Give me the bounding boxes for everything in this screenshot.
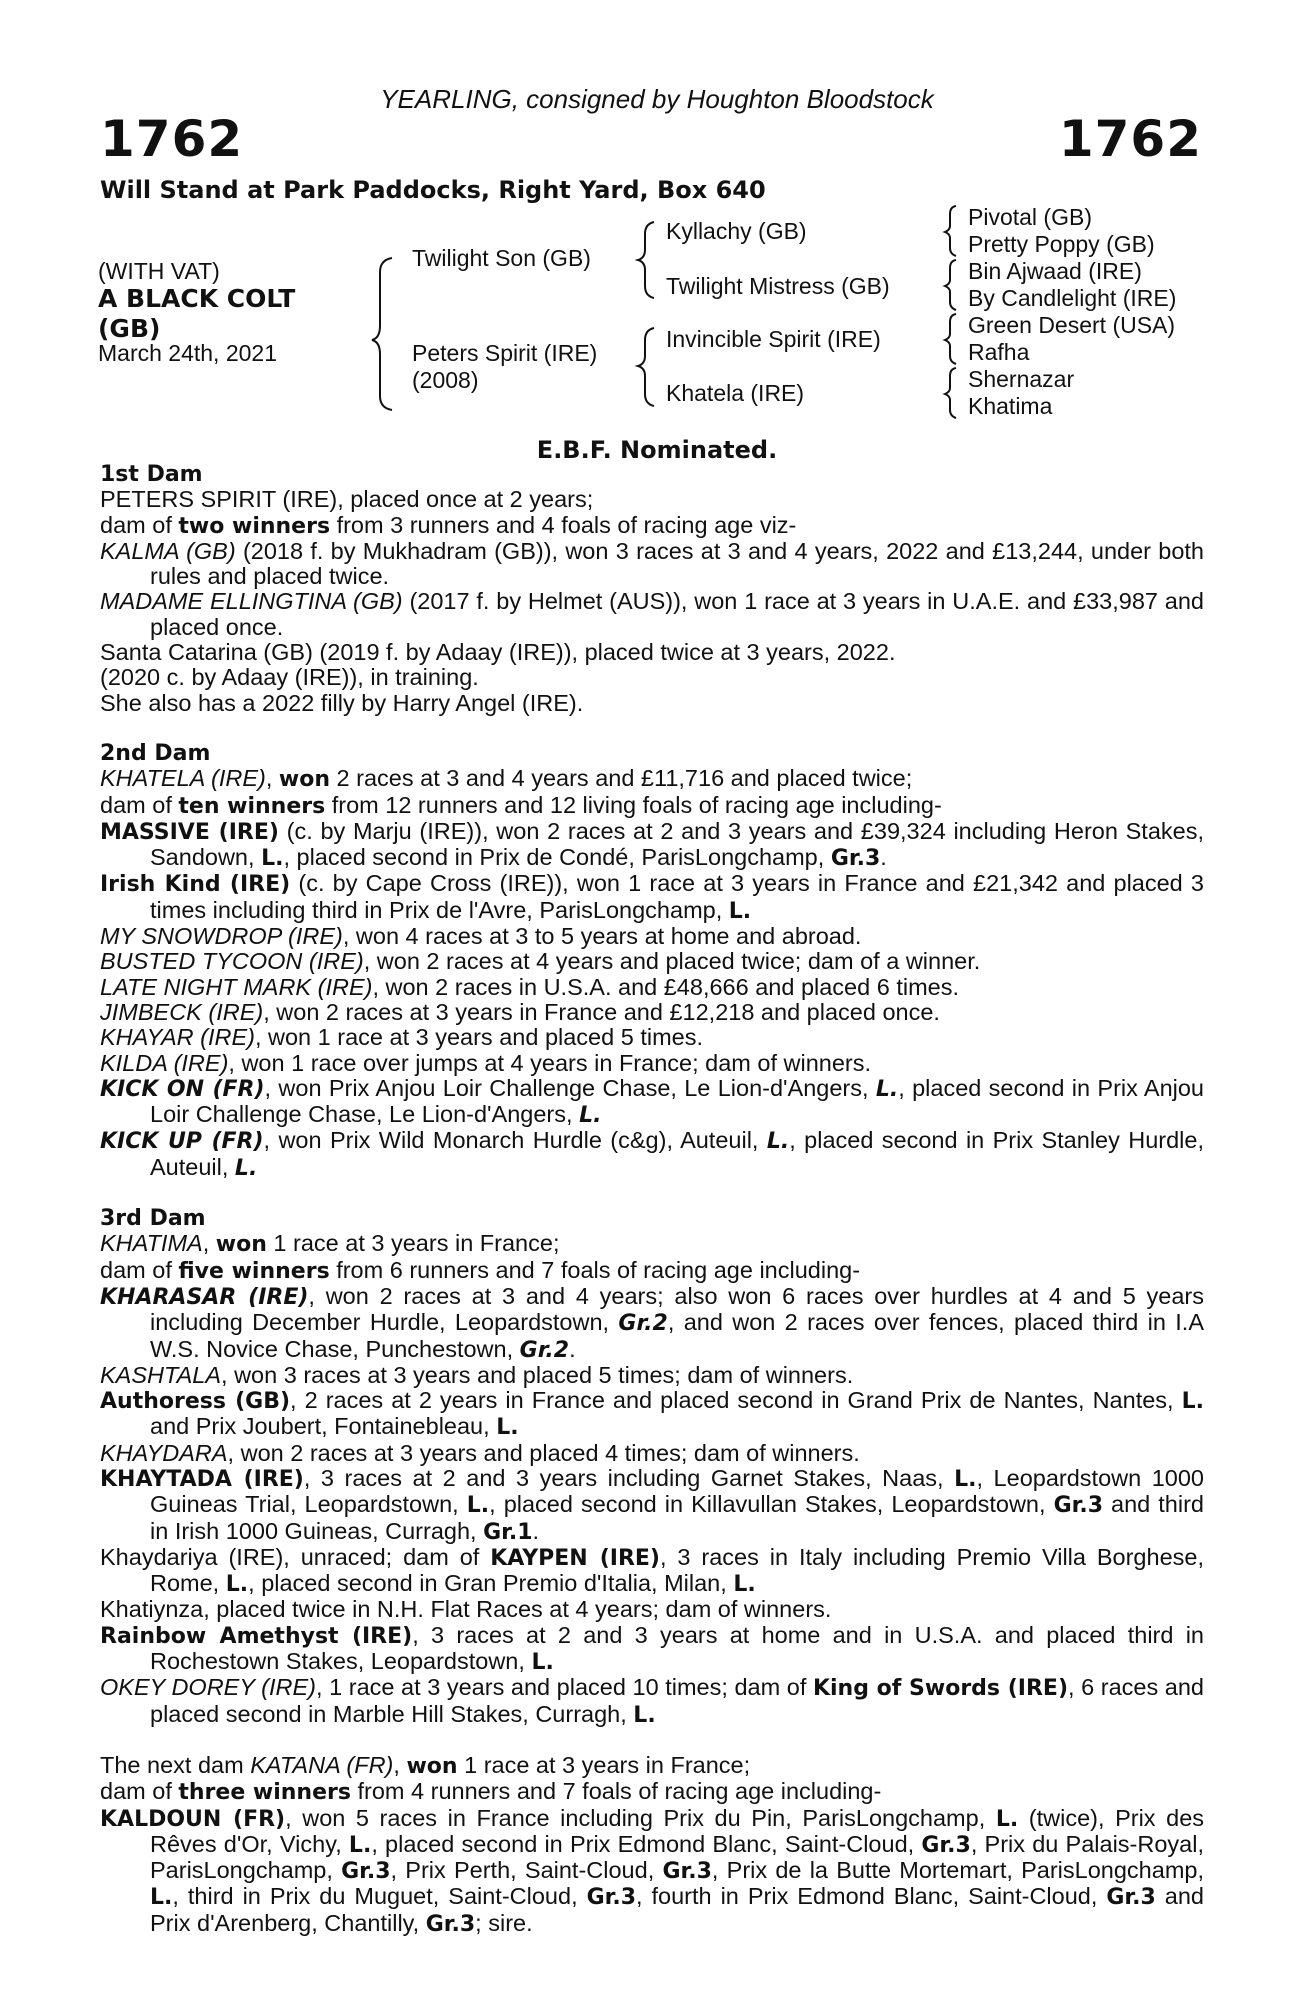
horse-name: A BLACK COLT (GB) (98, 284, 296, 343)
produce-kalma: KALMA (GB) (2018 f. by Mukhadram (GB)), won 3 races at 3 and 4 years, 2022 and £13,244, under both rules and placed twice. (100, 537, 1204, 590)
produce-late-night-mark: LATE NIGHT MARK (IRE), won 2 races in U.S.A. and £48,666 and placed 6 times. (100, 973, 960, 1000)
pedigree-sss: Pivotal (GB) (968, 204, 1092, 230)
produce-kharasar: KHARASAR (IRE), won 2 races at 3 and 4 years; also won 6 races over hurdles at 4 and 5 years including December Hurdle, Leopardstown, Gr.2, and won 2 races over fences, placed third in I.A W.S. Novice Chase, Punchestown, Gr.2. (100, 1282, 1204, 1363)
consignor-line: YEARLING, consigned by Houghton Bloodstock (380, 84, 934, 114)
produce-okey-dorey: OKEY DOREY (IRE), 1 race at 3 years and placed 10 times; dam of King of Swords (IRE), 6 races and placed second in Marble Hill Stakes, Curragh, L. (100, 1674, 1204, 1728)
third-dam-produce-summary: dam of five winners from 6 runners and 7 foals of racing age including- (100, 1256, 861, 1284)
pedigree-sds: Bin Ajwaad (IRE) (968, 258, 1142, 284)
produce-khaydara: KHAYDARA, won 2 races at 3 years and placed 4 times; dam of winners. (100, 1439, 860, 1466)
produce-rainbow-amethyst: Rainbow Amethyst (IRE), 3 races at 2 and 3 years at home and in U.S.A. and placed third in Rochestown Stakes, Leopardstown, L. (100, 1621, 1204, 1676)
lot-number-left: 1762 (100, 110, 244, 168)
fourth-dam-produce-summary: dam of three winners from 4 runners and 7 foals of racing age including- (100, 1778, 882, 1806)
third-dam-heading: 3rd Dam (100, 1206, 206, 1232)
produce-massive: MASSIVE (IRE) (c. by Marju (IRE)), won 2 races at 2 and 3 years and £39,324 including Heron Stakes, Sandown, L., placed second in Prix de Condé, ParisLongchamp, Gr.3. (100, 817, 1204, 872)
first-dam-heading: 1st Dam (100, 462, 203, 487)
pedigree-sdd: By Candlelight (IRE) (968, 285, 1177, 311)
produce-kick-on: KICK ON (FR), won Prix Anjou Loir Challenge Chase, Le Lion-d'Angers, L., placed second in Prix Anjou Loir Challenge Chase, Le Lion-d'Angers, L. (100, 1074, 1205, 1129)
page-body (100, 462, 1204, 1937)
produce-kick-up: KICK UP (FR), won Prix Wild Monarch Hurdle (c&g), Auteuil, L., placed second in Prix Stanley Hurdle, Auteuil, L. (100, 1127, 1205, 1181)
produce-khayar: KHAYAR (IRE), won 1 race at 3 years and placed 5 times. (100, 1024, 704, 1051)
ebf-nomination: E.B.F. Nominated. (536, 436, 778, 464)
pedigree-dss: Green Desert (USA) (968, 312, 1176, 338)
produce-kashtala: KASHTALA, won 3 races at 3 years and placed 5 times; dam of winners. (100, 1361, 854, 1388)
vat-note: (WITH VAT) (98, 258, 220, 284)
pedigree-dds: Shernazar (968, 366, 1075, 392)
third-dam-text: KHATIMA, won 1 race at 3 years in France; (100, 1230, 560, 1258)
fourth-dam-text: The next dam KATANA (FR), won 1 race at 3 years in France; (100, 1751, 751, 1779)
produce-2022-filly: She also has a 2022 filly by Harry Angel (IRE). (100, 689, 584, 716)
second-dam-heading: 2nd Dam (100, 740, 211, 766)
produce-khaydariya: Khaydariya (IRE), unraced; dam of KAYPEN (IRE), 3 races in Italy including Premio Villa Borghese, Rome, L., placed second in Gran Premio d'Italia, Milan, L. (100, 1543, 1204, 1598)
produce-madame-ellingtina: MADAME ELLINGTINA (GB) (2017 f. by Helmet (AUS)), won 1 race at 3 years in U.A.E. and £33,987 and placed once. (100, 588, 1205, 640)
pedigree-ddd: Khatima (968, 393, 1053, 419)
pedigree-sire-dam: Twilight Mistress (GB) (666, 273, 890, 299)
produce-khaytada: KHAYTADA (IRE), 3 races at 2 and 3 years including Garnet Stakes, Naas, L., Leopardstown 1000 Guineas Trial, Leopardstown, L., placed second in Killavullan Stakes, Leopardstown, Gr.3 and third in Irish 1000 Guineas, Curragh, Gr.1. (100, 1464, 1205, 1545)
pedigree-dam: Peters Spirit (IRE) (412, 340, 598, 366)
pedigree-sire: Twilight Son (GB) (412, 245, 591, 271)
pedigree-sire-sire: Kyllachy (GB) (666, 218, 807, 244)
pedigree-dsd: Rafha (968, 339, 1030, 365)
produce-authoress: Authoress (GB), 2 races at 2 years in France and placed second in Grand Prix de Nantes, Nantes, L. and Prix Joubert, Fontainebleau, L. (100, 1387, 1204, 1441)
produce-2020-colt: (2020 c. by Adaay (IRE)), in training. (100, 664, 479, 691)
foaling-date: March 24th, 2021 (98, 340, 278, 366)
produce-irish-kind: Irish Kind (IRE) (c. by Cape Cross (IRE)), won 1 race at 3 years in France and £21,342 and placed 3 times including third in Prix de l'Avre, ParisLongchamp, L. (100, 870, 1204, 924)
stabling-location: Will Stand at Park Paddocks, Right Yard, Box 640 (100, 176, 766, 204)
produce-khatiynza: Khatiynza, placed twice in N.H. Flat Races at 4 years; dam of winners. (100, 1596, 832, 1623)
pedigree-dam-dam: Khatela (IRE) (666, 380, 805, 406)
pedigree-dam-sire: Invincible Spirit (IRE) (666, 326, 881, 352)
first-dam-text: PETERS SPIRIT (IRE), placed once at 2 years; (100, 486, 594, 513)
pedigree-ssd: Pretty Poppy (GB) (968, 231, 1155, 257)
produce-busted-tycoon: BUSTED TYCOON (IRE), won 2 races at 4 years and placed twice; dam of a winner. (100, 948, 981, 975)
produce-my-snowdrop: MY SNOWDROP (IRE), won 4 races at 3 to 5 years at home and abroad. (100, 923, 862, 950)
produce-santa-catarina: Santa Catarina (GB) (2019 f. by Adaay (IRE)), placed twice at 3 years, 2022. (100, 639, 896, 666)
produce-kaldoun: KALDOUN (FR), won 5 races in France including Prix du Pin, ParisLongchamp, L. (twice), Prix des Rêves d'Or, Vichy, L., placed second in Prix Edmond Blanc, Saint-Cloud, Gr.3, Prix du Palais-Royal, ParisLongchamp, Gr.3, Prix Perth, Saint-Cloud, Gr.3, Prix de la Butte Mortemart, ParisLongchamp, L., third in Prix du Muguet, Saint-Cloud, Gr.3, fourth in Prix Edmond Blanc, Saint-Cloud, Gr.3 and Prix d'Arenberg, Chantilly, Gr.3; sire. (100, 1804, 1205, 1937)
first-dam-produce-summary: dam of two winners from 3 runners and 4 foals of racing age viz- (100, 511, 797, 539)
pedigree-dam-year: (2008) (412, 367, 479, 393)
produce-jimbeck: JIMBECK (IRE), won 2 races at 3 years in France and £12,218 and placed once. (100, 998, 940, 1025)
produce-kilda: KILDA (IRE), won 1 race over jumps at 4 years in France; dam of winners. (100, 1049, 872, 1076)
lot-number-right: 1762 (1058, 110, 1202, 168)
second-dam-produce-summary: dam of ten winners from 12 runners and 12 living foals of racing age including- (100, 791, 942, 819)
pedigree-braces (0, 0, 1314, 440)
second-dam-text: KHATELA (IRE), won 2 races at 3 and 4 years and £11,716 and placed twice; (100, 765, 913, 793)
